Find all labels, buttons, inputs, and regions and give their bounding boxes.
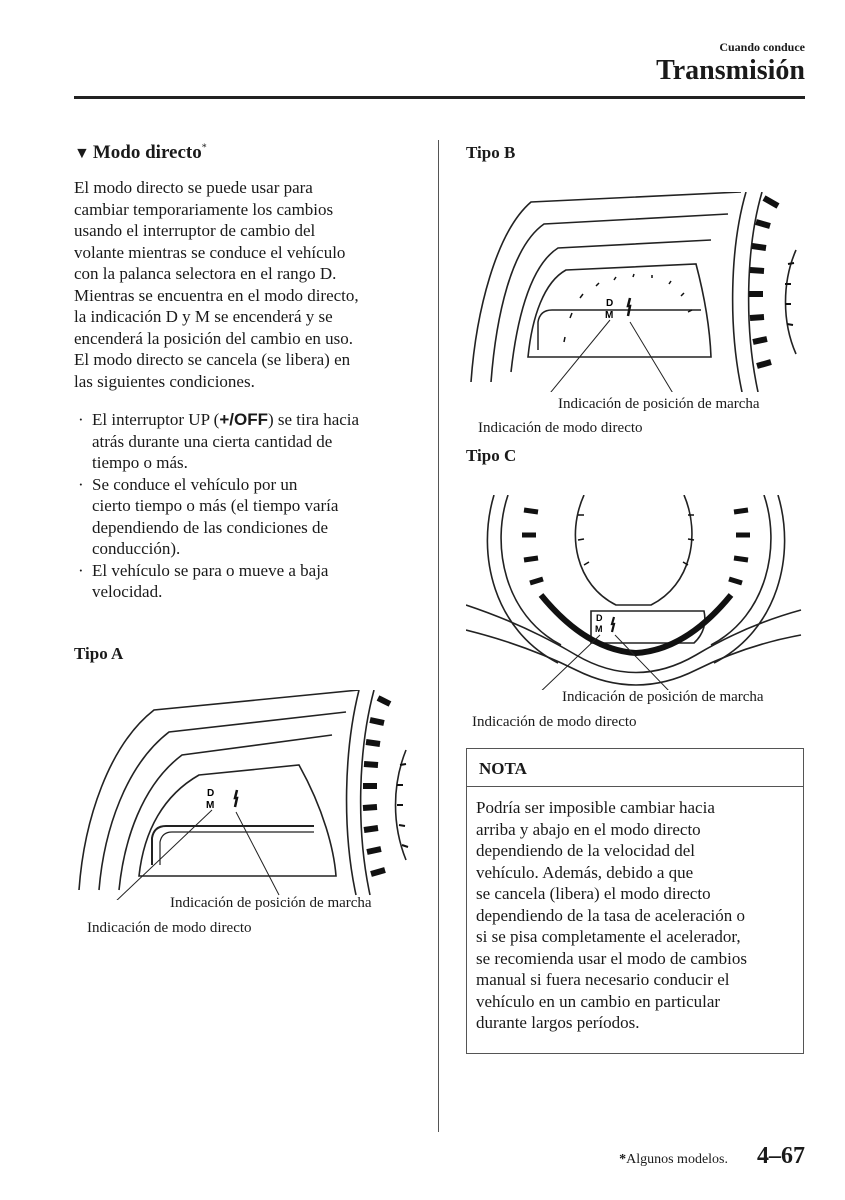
column-divider [438, 140, 439, 1132]
section-heading-text: Modo directo [92, 142, 202, 163]
body-line: Mientras se encuentra en el modo directo, [74, 285, 359, 305]
note-line: se recomienda usar el modo de cambios [476, 948, 747, 968]
footnote-text: Algunos modelos. [626, 1152, 728, 1167]
body-line: encenderá la posición del cambio en uso. [74, 328, 353, 348]
note-line: Podría ser imposible cambiar hacia [476, 798, 715, 817]
header-section-label: Cuando conduce [719, 40, 805, 54]
bullet-dot-icon: · [78, 474, 84, 494]
gear-position-indicator-icon [628, 298, 630, 316]
list-item [74, 474, 424, 560]
note-line: manual si fuera necesario conducir el [476, 970, 730, 989]
bullet-line: Se conduce el vehículo por un [92, 474, 298, 494]
bullet-text: El interruptor UP ( [92, 410, 220, 429]
callout-direct-mode-b: Indicación de modo directo [478, 420, 643, 436]
body-line: volante mientras se conduce el vehículo [74, 242, 346, 262]
list-item [74, 409, 424, 474]
footnote [619, 1152, 728, 1168]
bullet-text: ) se tira hacia [267, 410, 360, 429]
body-line: con la palanca selectora en el rango D. [74, 264, 337, 283]
page-title: Transmisión [656, 55, 805, 86]
note-title: NOTA [467, 749, 803, 787]
figure-label-tipo-a: Tipo A [74, 644, 124, 663]
d-indicator: D [207, 788, 215, 799]
footnote-marker: * [201, 142, 207, 154]
section-heading [74, 142, 207, 164]
callout-direct-mode-c: Indicación de modo directo [472, 714, 637, 730]
body-line: El modo directo se cancela (se libera) en [74, 350, 351, 369]
note-line: dependiendo de la tasa de aceleración o [476, 905, 746, 925]
figure-label-tipo-c: Tipo C [466, 446, 517, 465]
bullet-line: velocidad. [92, 582, 163, 601]
figure-label-tipo-b: Tipo B [466, 143, 516, 162]
note-body [467, 787, 803, 1034]
tipo-c-cluster-illustration [466, 495, 806, 690]
callout-direct-mode-a: Indicación de modo directo [87, 920, 252, 936]
triangle-marker-icon: ▼ [74, 145, 90, 162]
list-item [74, 560, 424, 603]
callout-gear-position-a: Indicación de posición de marcha [170, 895, 372, 911]
d-indicator: D [606, 298, 614, 309]
switch-label: +/OFF [219, 410, 268, 429]
body-line: El modo directo se puede usar para [74, 178, 313, 197]
body-line: usando el interruptor de cambio del [74, 221, 316, 240]
note-line: dependiendo de la velocidad del [476, 841, 696, 860]
note-line: vehículo en un cambio en particular [476, 991, 721, 1011]
d-indicator: D [596, 613, 603, 623]
header-rule [74, 96, 805, 99]
gear-position-indicator-icon [235, 790, 237, 807]
bullet-dot-icon: · [78, 410, 84, 429]
bullet-line: conducción). [92, 539, 181, 558]
bullet-line: atrás durante una cierta cantidad de [92, 431, 333, 451]
note-line: durante largos períodos. [476, 1013, 640, 1032]
tipo-b-cluster-illustration [466, 192, 806, 392]
bullet-line: tiempo o más. [92, 453, 188, 472]
callout-gear-position-b: Indicación de posición de marcha [558, 396, 760, 412]
page-number: 4–67 [757, 1143, 805, 1169]
m-indicator: M [595, 624, 603, 634]
body-line: cambiar temporariamente los cambios [74, 199, 334, 219]
bullet-dot-icon: · [78, 560, 84, 580]
m-indicator: M [605, 310, 614, 321]
bullet-line [92, 409, 424, 431]
note-line: si se pisa completamente el acelerador, [476, 927, 741, 946]
body-line: la indicación D y M se encenderá y se [74, 307, 333, 326]
note-line: arriba y abajo en el modo directo [476, 819, 701, 839]
tipo-a-cluster-illustration [74, 690, 414, 900]
callout-gear-position-c: Indicación de posición de marcha [562, 689, 764, 705]
m-indicator: M [206, 800, 215, 811]
bullet-line: dependiendo de las condiciones de [92, 517, 329, 537]
bullet-line: cierto tiempo o más (el tiempo varía [92, 496, 339, 515]
body-paragraph [74, 177, 419, 392]
note-line: se cancela (libera) el modo directo [476, 884, 711, 903]
cancel-conditions-list [74, 409, 424, 603]
footnote-marker: * [619, 1152, 627, 1167]
note-box [466, 748, 804, 1054]
body-line: las siguientes condiciones. [74, 371, 255, 391]
bullet-line: El vehículo se para o mueve a baja [92, 560, 329, 580]
gear-position-indicator-icon [612, 617, 614, 632]
note-line: vehículo. Además, debido a que [476, 862, 694, 882]
